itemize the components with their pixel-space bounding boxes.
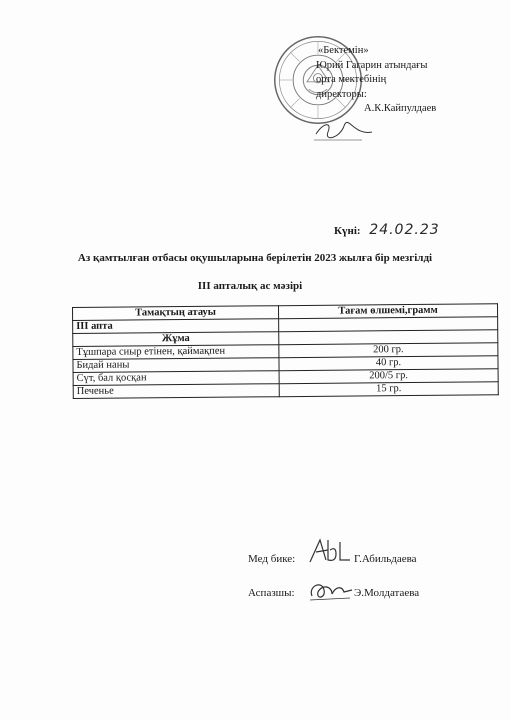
- week-label: III апта: [73, 319, 279, 334]
- cook-row: [248, 587, 420, 599]
- dish-name: Сүт, бал қосқан: [73, 371, 279, 386]
- date-value: 24.02.23: [369, 222, 440, 238]
- dish-name: Бидай наны: [73, 358, 279, 373]
- cook-signature-icon: [306, 578, 354, 604]
- approval-line2: Юрий Гагарин атындағы: [316, 59, 428, 71]
- dish-amount: 200 гр.: [279, 343, 498, 358]
- date-row: [334, 222, 440, 238]
- approval-line4: директоры:: [316, 88, 367, 100]
- document-title: Аз қамтылған отбасы оқушыларына берілетін 2023 жылға бір мезгілді: [77, 252, 433, 264]
- day-label: Жұма: [73, 332, 279, 347]
- dish-amount: 15 гр.: [279, 382, 498, 397]
- nurse-row: [248, 553, 417, 565]
- header-portion: Тағам өлшемі,грамм: [278, 304, 497, 319]
- header-dish-name: Тамақтың атауы: [73, 306, 279, 321]
- nurse-name: Г.Абильдаева: [354, 553, 417, 565]
- approval-line1: «Бектемін»: [318, 45, 369, 56]
- approval-block: [316, 44, 436, 117]
- dish-name: Печенье: [73, 384, 279, 399]
- cook-name: Э.Молдатаева: [354, 587, 420, 599]
- approval-signer: А.К.Кайпулдаев: [364, 103, 437, 114]
- dish-amount: 200/5 гр.: [279, 369, 498, 384]
- date-label: Күні:: [334, 225, 361, 237]
- nurse-signature-icon: [306, 536, 356, 566]
- cook-label: Аспазшы:: [248, 587, 295, 599]
- approval-line3: орта мектебінің: [316, 74, 387, 85]
- nurse-label: Мед бике:: [248, 553, 296, 565]
- document-subtitle: III апталық ас мәзірі: [197, 280, 303, 292]
- menu-table: [72, 303, 499, 399]
- director-signature-icon: [314, 118, 374, 142]
- dish-amount: 40 гр.: [279, 356, 498, 371]
- dish-name: Тұшпара сиыр етінен, қаймақпен: [73, 345, 279, 360]
